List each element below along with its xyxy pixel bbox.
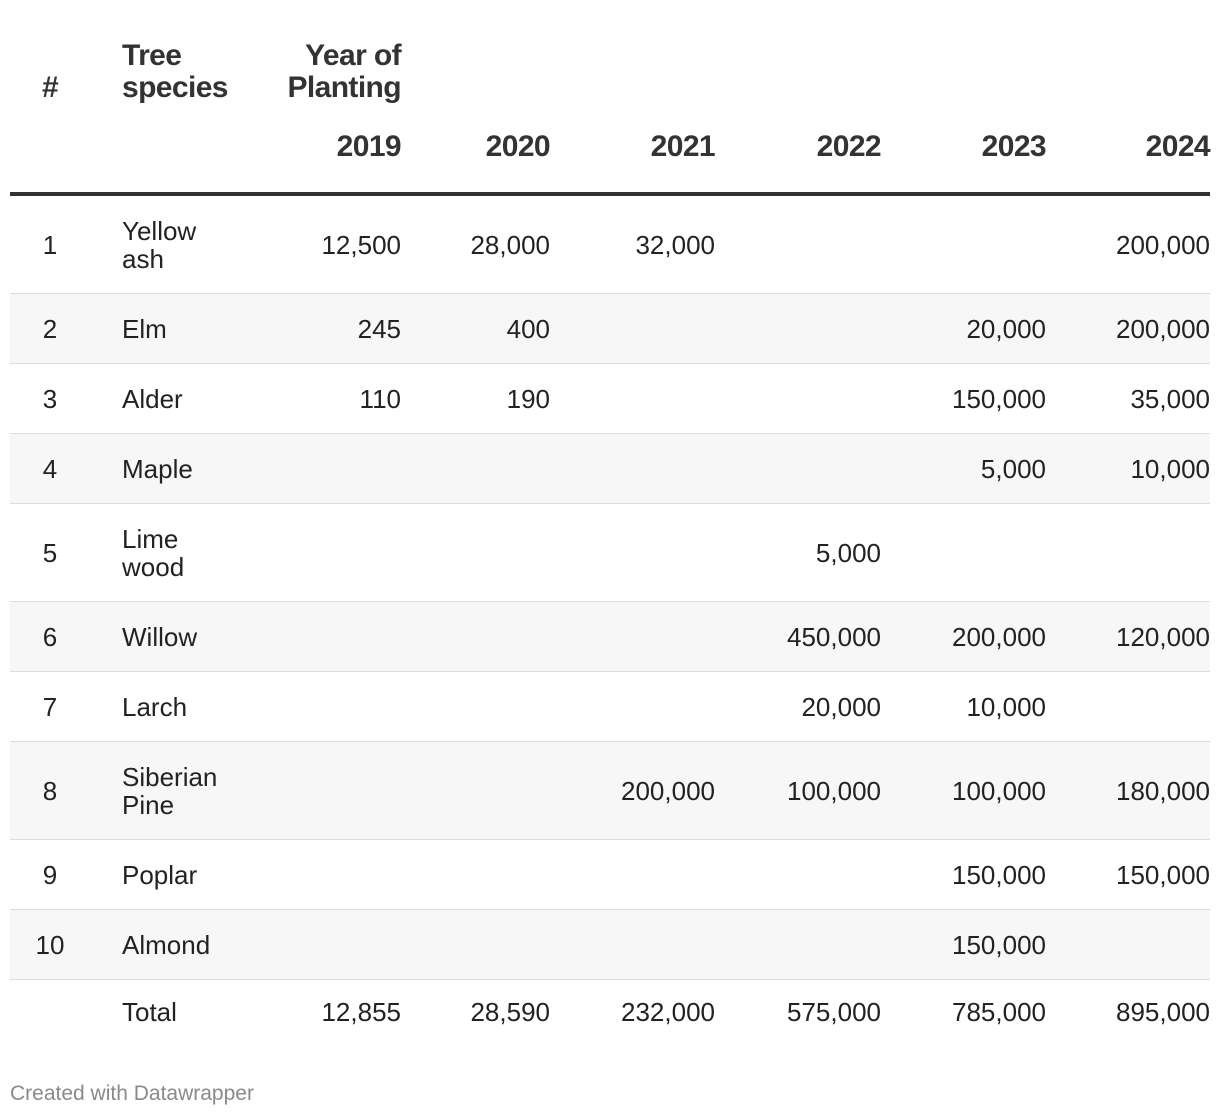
value-cell (401, 434, 550, 504)
year-header: 2022 (715, 104, 881, 194)
value-cell (881, 504, 1046, 602)
value-cell (401, 504, 550, 602)
value-cell: 150,000 (1046, 840, 1210, 910)
table-row (10, 910, 1210, 980)
value-cell (250, 840, 401, 910)
value-cell (401, 672, 550, 742)
value-cell (550, 910, 715, 980)
species-name: Yellow ash (122, 215, 197, 274)
value-cell (550, 672, 715, 742)
value-cell: 35,000 (1046, 364, 1210, 434)
year-header: 2019 (250, 104, 401, 194)
rank-cell: 4 (10, 434, 90, 504)
value-cell: 150,000 (881, 840, 1046, 910)
value-cell: 28,000 (401, 194, 550, 294)
rank-cell: 3 (10, 364, 90, 434)
species-name: Lime wood (122, 523, 185, 582)
species-cell (90, 194, 250, 294)
value-cell (1046, 672, 1210, 742)
value-cell: 110 (250, 364, 401, 434)
total-rank-cell (10, 980, 90, 1045)
value-cell: 10,000 (1046, 434, 1210, 504)
year-group-label: Year of Planting (287, 39, 401, 104)
total-value-cell: 232,000 (550, 980, 715, 1045)
year-header: 2024 (1046, 104, 1210, 194)
value-cell (550, 840, 715, 910)
rank-cell: 5 (10, 504, 90, 602)
value-cell (401, 910, 550, 980)
total-value-cell: 12,855 (250, 980, 401, 1045)
table-row (10, 840, 1210, 910)
species-name: Willow (122, 621, 198, 652)
value-cell: 20,000 (881, 294, 1046, 364)
rank-cell: 6 (10, 602, 90, 672)
value-cell (715, 194, 881, 294)
value-cell: 120,000 (1046, 602, 1210, 672)
year-header: 2023 (881, 104, 1046, 194)
species-name: Almond (122, 929, 211, 960)
total-row (10, 980, 1210, 1045)
value-cell: 200,000 (1046, 294, 1210, 364)
value-cell (715, 294, 881, 364)
species-header (90, 0, 250, 104)
species-header-label: Tree species (122, 39, 228, 104)
total-value-cell: 575,000 (715, 980, 881, 1045)
value-cell (715, 910, 881, 980)
value-cell (1046, 910, 1210, 980)
species-name: Siberian Pine (122, 761, 218, 820)
value-cell: 5,000 (715, 504, 881, 602)
header-row-top (10, 0, 1210, 104)
value-cell: 190 (401, 364, 550, 434)
value-cell (401, 840, 550, 910)
value-cell: 10,000 (881, 672, 1046, 742)
species-cell (90, 602, 250, 672)
value-cell: 12,500 (250, 194, 401, 294)
total-value-cell: 785,000 (881, 980, 1046, 1045)
value-cell (550, 364, 715, 434)
value-cell (250, 602, 401, 672)
year-header: 2020 (401, 104, 550, 194)
rank-cell: 10 (10, 910, 90, 980)
value-cell (250, 504, 401, 602)
value-cell (715, 840, 881, 910)
table-row (10, 742, 1210, 840)
value-cell: 450,000 (715, 602, 881, 672)
species-name: Alder (122, 383, 183, 414)
table-row (10, 434, 1210, 504)
value-cell (550, 434, 715, 504)
table-row (10, 294, 1210, 364)
year-header: 2021 (550, 104, 715, 194)
species-name: Poplar (122, 859, 198, 890)
total-value-cell: 28,590 (401, 980, 550, 1045)
value-cell: 200,000 (550, 742, 715, 840)
value-cell (250, 742, 401, 840)
species-cell (90, 294, 250, 364)
table-row (10, 602, 1210, 672)
value-cell: 32,000 (550, 194, 715, 294)
table-body (10, 194, 1210, 1044)
rank-cell: 8 (10, 742, 90, 840)
value-cell: 200,000 (1046, 194, 1210, 294)
table-row (10, 672, 1210, 742)
value-cell: 200,000 (881, 602, 1046, 672)
value-cell: 100,000 (715, 742, 881, 840)
species-cell (90, 434, 250, 504)
rank-cell: 1 (10, 194, 90, 294)
value-cell (715, 434, 881, 504)
value-cell (881, 194, 1046, 294)
species-name: Elm (122, 313, 167, 344)
value-cell (550, 602, 715, 672)
species-cell (90, 840, 250, 910)
rank-cell: 7 (10, 672, 90, 742)
value-cell (1046, 504, 1210, 602)
total-value-cell: 895,000 (1046, 980, 1210, 1045)
value-cell: 20,000 (715, 672, 881, 742)
table-row (10, 364, 1210, 434)
value-cell (550, 504, 715, 602)
data-table (10, 0, 1210, 1044)
species-cell (90, 742, 250, 840)
year-group-header (250, 0, 401, 104)
value-cell: 5,000 (881, 434, 1046, 504)
value-cell (715, 364, 881, 434)
rank-cell: 2 (10, 294, 90, 364)
value-cell (250, 434, 401, 504)
value-cell: 100,000 (881, 742, 1046, 840)
table-row (10, 504, 1210, 602)
value-cell: 180,000 (1046, 742, 1210, 840)
planting-table (10, 0, 1210, 1044)
species-cell (90, 672, 250, 742)
species-name: Larch (122, 691, 188, 722)
header-row-years (10, 104, 1210, 194)
value-cell (250, 910, 401, 980)
species-cell (90, 364, 250, 434)
value-cell: 150,000 (881, 910, 1046, 980)
value-cell (550, 294, 715, 364)
species-cell (90, 910, 250, 980)
value-cell (401, 602, 550, 672)
species-name: Maple (122, 453, 193, 484)
rank-header: # (41, 71, 59, 104)
total-label: Total (90, 980, 250, 1045)
species-cell (90, 504, 250, 602)
datawrapper-credit: Created with Datawrapper (10, 1082, 254, 1105)
value-cell (250, 672, 401, 742)
value-cell: 400 (401, 294, 550, 364)
value-cell: 150,000 (881, 364, 1046, 434)
rank-cell: 9 (10, 840, 90, 910)
table-row (10, 194, 1210, 294)
value-cell (401, 742, 550, 840)
value-cell: 245 (250, 294, 401, 364)
